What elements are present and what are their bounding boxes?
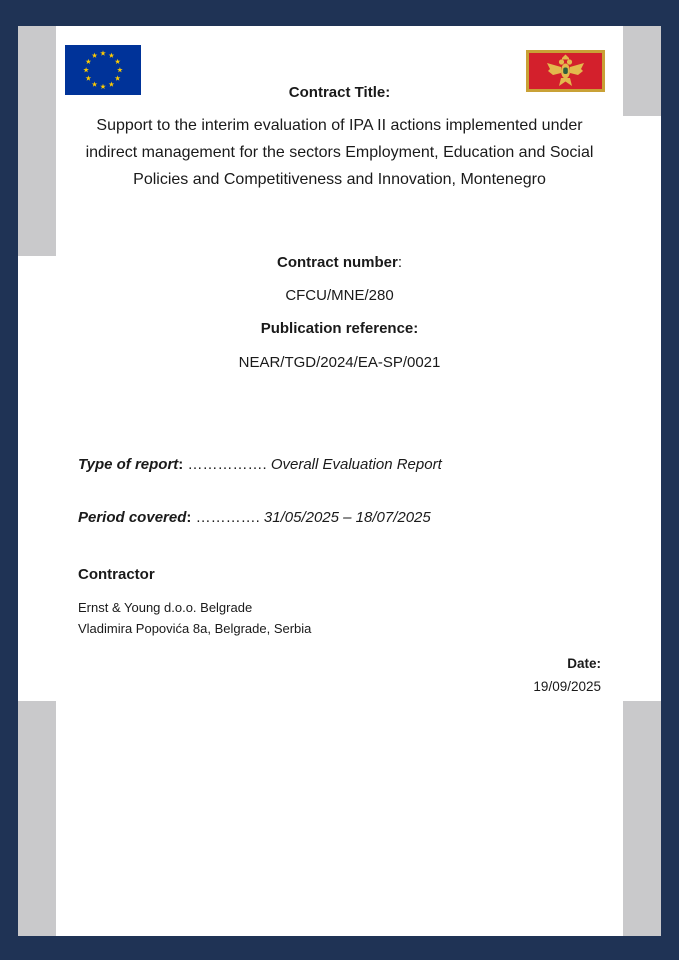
period-covered-label: Period covered (78, 509, 187, 526)
contract-title (78, 112, 601, 193)
contractor-address: Vladimira Popovića 8a, Belgrade, Serbia (78, 621, 312, 636)
contract-number-label: Contract number (276, 254, 398, 271)
cover-page (18, 26, 661, 936)
corner-accent-top-left (18, 26, 56, 256)
contract-number-value: CFCU/MNE/280 (285, 287, 394, 304)
publication-reference-value: NEAR/TGD/2024/EA-SP/0021 (238, 354, 441, 371)
corner-accent-bottom-right (623, 701, 661, 936)
type-of-report-dots: ……………. (187, 456, 267, 473)
period-covered-row (78, 509, 601, 526)
type-of-report-label: Type of report (78, 456, 179, 473)
contractor-details (78, 597, 601, 639)
corner-accent-top-right (623, 26, 661, 116)
period-covered-dots: …………. (195, 509, 260, 526)
contractor-label: Contractor (78, 566, 155, 583)
type-of-report-separator: : (178, 456, 188, 473)
publication-reference-label: Publication reference: (260, 320, 419, 337)
contract-number-colon: : (397, 254, 402, 271)
date-label: Date: (567, 656, 601, 671)
type-of-report-value: Overall Evaluation Report (270, 456, 442, 473)
date-block (78, 652, 601, 698)
contractor-name: Ernst & Young d.o.o. Belgrade (78, 600, 253, 615)
type-of-report-row (78, 456, 601, 473)
contract-title-text: Support to the interim evaluation of IPA II actions implemented under indirect management for the sectors Employment, Education and Social Policies and Competitiveness and Innovation, Montenegro (85, 117, 594, 188)
contract-number-heading (78, 254, 601, 271)
period-covered-value: 31/05/2025 – 18/07/2025 (263, 509, 431, 526)
period-covered-separator: : (186, 509, 196, 526)
contract-title-label: Contract Title: (288, 84, 391, 101)
date-value: 19/09/2025 (533, 679, 601, 694)
corner-accent-bottom-left (18, 701, 56, 936)
